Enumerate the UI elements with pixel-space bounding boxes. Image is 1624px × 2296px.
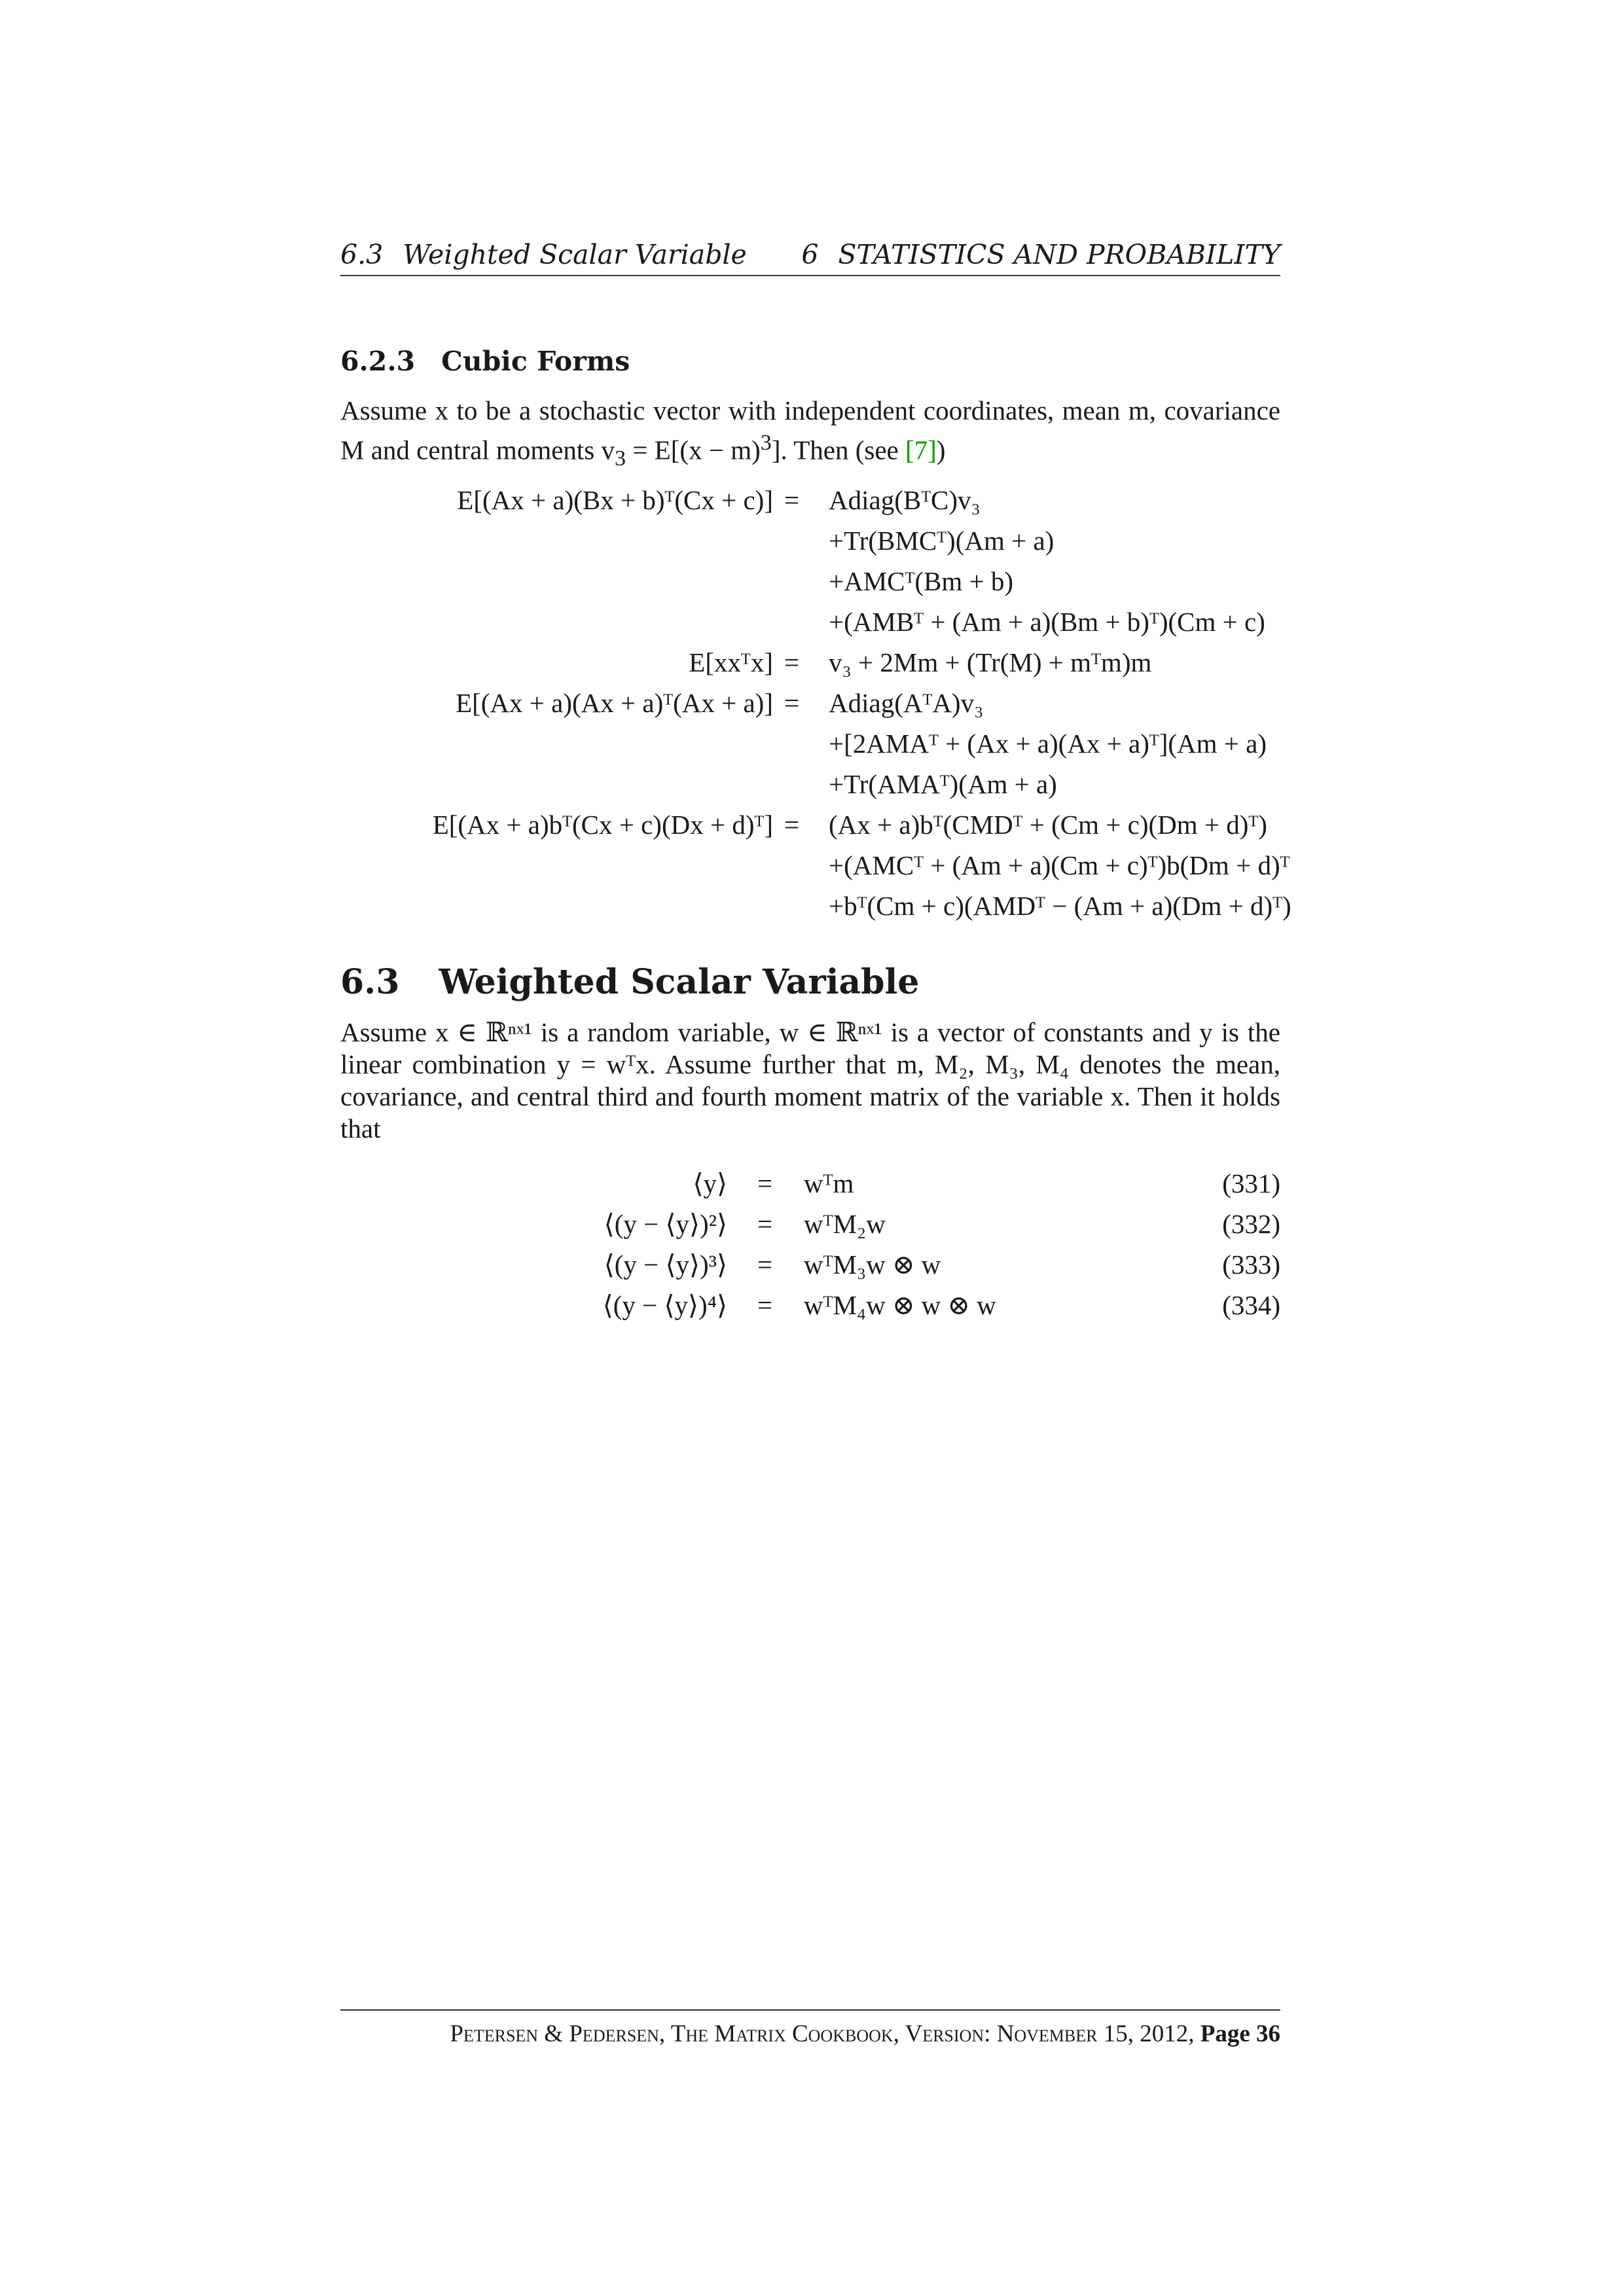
equation-row — [0, 647, 1624, 682]
equation-row — [0, 484, 1624, 520]
header-left-number: 6.3 — [340, 239, 384, 270]
intro-text-b: = E[(x − m) — [626, 435, 761, 465]
equation-rhs: +Tr(BMCᵀ)(Am + a) — [829, 526, 1055, 556]
subsection-number: 6.2.3 — [340, 346, 416, 377]
equals-sign: = — [784, 647, 800, 677]
equals-sign: = — [757, 1249, 773, 1280]
equals-sign: = — [757, 1209, 773, 1239]
header-right — [801, 239, 1280, 270]
equation-lhs: E[(Ax + a)bᵀ(Cx + c)(Dx + d)ᵀ] — [432, 810, 773, 840]
equation-row — [0, 565, 1624, 601]
equals-sign: = — [757, 1290, 773, 1320]
equation-rhs: +(AMCᵀ + (Am + a)(Cm + c)ᵀ)b(Dm + d)ᵀ — [829, 850, 1290, 880]
equation-row — [0, 768, 1624, 804]
intro-text-c: ]. Then (see — [771, 435, 905, 465]
equation-row — [0, 1168, 1624, 1203]
equation-row — [0, 1249, 1624, 1284]
equation-row — [0, 890, 1624, 925]
equation-row — [0, 809, 1624, 844]
equation-rhs: wᵀM₄w ⊗ w ⊗ w — [804, 1290, 996, 1320]
equation-rhs: +AMCᵀ(Bm + b) — [829, 566, 1014, 596]
header-right-title: STATISTICS AND PROBABILITY — [838, 239, 1280, 270]
equation-number: (332) — [1222, 1209, 1280, 1239]
equation-lhs: E[(Ax + a)(Bx + b)ᵀ(Cx + c)] — [457, 485, 773, 515]
equation-rhs: wᵀM₂w — [804, 1209, 886, 1239]
equation-rhs: wᵀm — [804, 1168, 854, 1198]
section-title: Weighted Scalar Variable — [439, 962, 920, 1002]
equals-sign: = — [784, 688, 800, 718]
intro-text-d: ) — [936, 435, 946, 465]
equation-row — [0, 850, 1624, 885]
equation-rhs: +bᵀ(Cm + c)(AMDᵀ − (Am + a)(Dm + d)ᵀ) — [829, 891, 1291, 921]
equation-row — [0, 1289, 1624, 1325]
equation-row — [0, 728, 1624, 763]
equation-rhs: +Tr(AMAᵀ)(Am + a) — [829, 769, 1057, 799]
subsection-title: Cubic Forms — [441, 346, 630, 377]
subsection-heading — [340, 346, 630, 377]
equation-rhs: v₃ + 2Mm + (Tr(M) + mᵀm)m — [829, 647, 1152, 677]
equation-lhs: ⟨(y − ⟨y⟩)²⟩ — [604, 1209, 727, 1239]
equation-number: (331) — [1222, 1168, 1280, 1198]
weighted-intro: Assume x ∈ ℝⁿˣ¹ is a random variable, w ∈ ℝⁿˣ¹ is a vector of constants and y is the linear combination y = wᵀx. Assume further that m, M₂, M₃, M₄ denotes the mean, covariance, and central third and fourth moment matrix of the variable x. Then it holds that — [340, 1017, 1280, 1143]
equation-rhs: wᵀM₃w ⊗ w — [804, 1249, 941, 1280]
equals-sign: = — [784, 485, 800, 515]
equation-number: (333) — [1222, 1249, 1280, 1280]
equation-rhs: (Ax + a)bᵀ(CMDᵀ + (Cm + c)(Dm + d)ᵀ) — [829, 810, 1267, 840]
running-header — [340, 236, 1280, 276]
citation-link[interactable]: [7] — [905, 435, 937, 465]
equation-lhs: E[(Ax + a)(Ax + a)ᵀ(Ax + a)] — [456, 688, 773, 718]
footer-page-number: Page 36 — [1200, 2020, 1280, 2047]
equation-row — [0, 606, 1624, 641]
section-number: 6.3 — [340, 962, 400, 1002]
equals-sign: = — [757, 1168, 773, 1198]
equation-rhs: +(AMBᵀ + (Am + a)(Bm + b)ᵀ)(Cm + c) — [829, 607, 1265, 637]
section-heading — [340, 962, 919, 1002]
cubic-forms-intro — [340, 395, 1280, 475]
header-right-number: 6 — [801, 239, 819, 270]
intro-subscript: 3 — [615, 446, 626, 471]
footer-text: Petersen & Pedersen, The Matrix Cookbook, Version: November 15, 2012, — [450, 2020, 1200, 2047]
equation-rhs: +[2AMAᵀ + (Ax + a)(Ax + a)ᵀ](Am + a) — [829, 728, 1267, 759]
equation-lhs: ⟨y⟩ — [693, 1168, 727, 1198]
equation-row — [0, 1208, 1624, 1244]
equation-lhs: ⟨(y − ⟨y⟩)⁴⟩ — [602, 1290, 727, 1320]
equation-lhs: ⟨(y − ⟨y⟩)³⟩ — [604, 1249, 727, 1280]
page-footer — [340, 2009, 1280, 2048]
equation-number: (334) — [1222, 1290, 1280, 1320]
equals-sign: = — [784, 810, 800, 840]
equation-row — [0, 525, 1624, 560]
equation-rhs: Adiag(AᵀA)v₃ — [829, 688, 984, 718]
equation-lhs: E[xxᵀx] — [689, 647, 773, 677]
equation-row — [0, 687, 1624, 723]
intro-superscript: 3 — [760, 431, 772, 455]
header-left — [340, 239, 747, 270]
intro-text-a: Assume x to be a stochastic vector with independent coordinates, mean m, covariance M and central moments v — [340, 395, 1280, 465]
header-left-title: Weighted Scalar Variable — [403, 239, 747, 270]
equation-rhs: Adiag(BᵀC)v₃ — [829, 485, 981, 515]
